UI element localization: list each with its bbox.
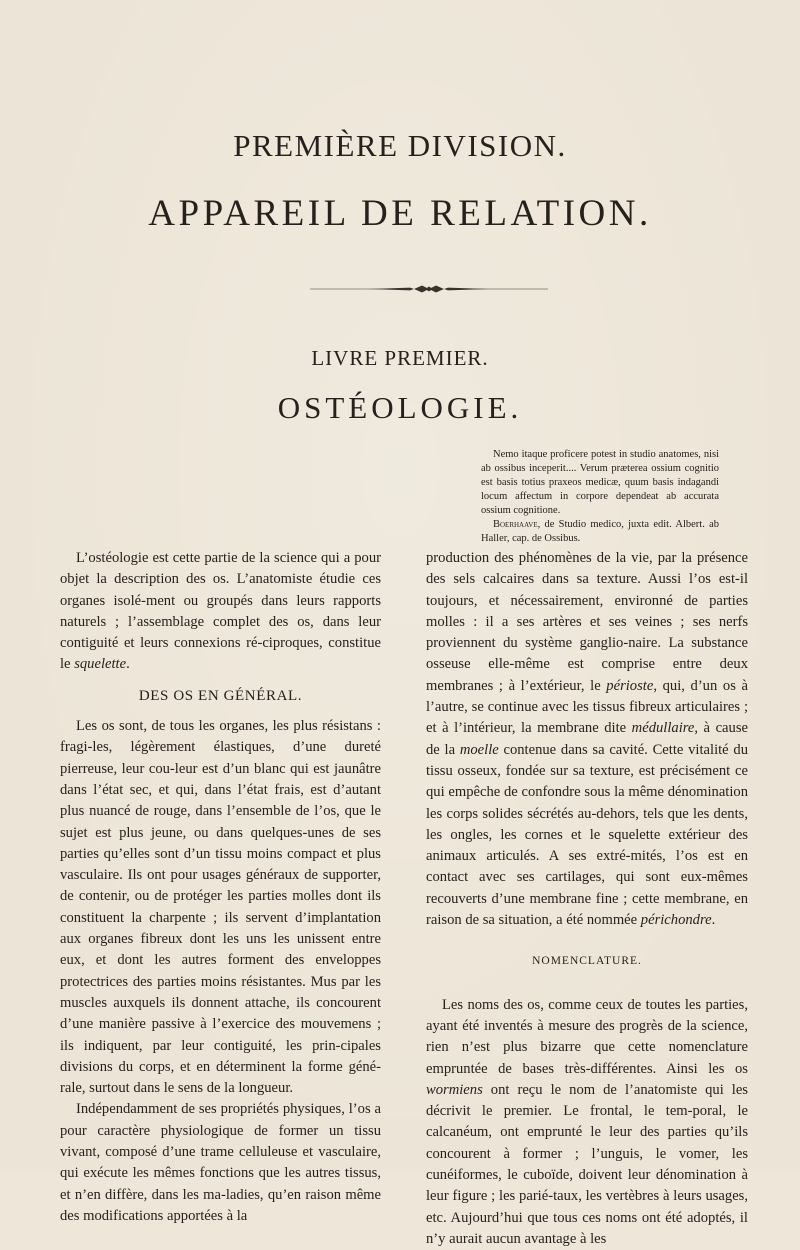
section-title: APPAREIL DE RELATION. bbox=[148, 193, 652, 234]
text-run: . bbox=[711, 912, 716, 929]
paragraph-nomenclature bbox=[426, 995, 748, 1250]
chapter-title: OSTÉOLOGIE. bbox=[277, 390, 523, 425]
division-title: PREMIÈRE DIVISION. bbox=[233, 128, 567, 163]
term-wormiens: wormiens bbox=[426, 1081, 483, 1098]
paragraph-continuation bbox=[426, 548, 748, 931]
section-heading-nomenclature: NOMENCLATURE. bbox=[532, 955, 642, 968]
epigraph-quote: Nemo itaque proficere potest in studio anatomes, nisi ab ossibus inceperit.... Verum præterea ossium cognitio est basis totius praxeos medicæ, quum basis indagandi locum affectum in corpore dependeat ab accurata ossium cognitione. bbox=[481, 449, 719, 516]
section-heading-os-general: DES OS EN GÉNÉRAL. bbox=[138, 687, 303, 704]
intro-emphasis: squelette bbox=[74, 656, 127, 673]
text-run: ont reçu le nom de l’anatomiste qui les décrivit le premier. Le frontal, le tem-poral, le calcanéum, ont emprunté le leur des parties qu’ils concourent à former ; l’unguis, le vomer, les cunéiformes, le cuboïde, doivent leur dénomination à leur figure ; les parié-taux, les vertèbres à leurs usages, etc. Aujourd’hui que tous ces noms ont été adoptés, il n’y aurait aucun avantage à les bbox=[426, 1081, 748, 1247]
term-perichondre: périchondre bbox=[640, 912, 712, 929]
epigraph-author: Boerhaave bbox=[493, 519, 538, 530]
text-run: production des phénomènes de la vie, par la présence des sels calcaires dans sa texture. Aussi l’os est-il toujours, et nécessairement, environné de parties molles : il a ses artères et ses veines ; ses nerfs proviennent du système ganglio-naire. La substance osseuse elle-même est comprise entre deux membranes ; à l’extérieur, le bbox=[426, 550, 748, 694]
text-run: , à cause de la bbox=[426, 720, 748, 758]
text-run: contenue dans sa cavité. Cette vitalité du tissu osseux, fondée sur sa texture, est précisément ce qui empêche de confondre sous la même dénomination les corps solides sécrétés au-dehors, tels que les dents, les ongles, les cornes et le squelette extérieur des animaux articulés. A ses extré-mités, l’os est en contact avec ses cartilages, qui sont eux-mêmes recouverts d’une membrane fine ; cette membrane, en raison de sa situation, a été nommée bbox=[426, 741, 748, 929]
ornament-divider bbox=[310, 284, 548, 294]
epigraph bbox=[481, 448, 719, 546]
intro-text: L’ostéologie est cette partie de la science qui a pour objet la description des os. L’anatomiste étudie ces organes isolé-ment ou groupés dans leurs rapports naturels ; l’assemblage complet des os, dans leur contiguité et leurs connexions ré-ciproques, constitue le bbox=[60, 550, 381, 673]
intro-end: . bbox=[126, 656, 130, 673]
book-title: LIVRE PREMIER. bbox=[311, 346, 489, 370]
term-perioste: périoste bbox=[606, 677, 654, 694]
left-column bbox=[60, 548, 381, 1227]
paragraph-os-general: Les os sont, de tous les organes, les plus résistans : fragi-les, légèrement élastiques, d’une dureté pierreuse, leur cou-leur est d’un blanc qui est jaunâtre dans l’état sec, et qui, dans l’état frais, est d’autant plus nuancé de rouge, dans l’ensemble de l’os, que le sujet est plus jeune, ou dans quelques-unes de ses parties qu’elles sont d’un tissu moins compact et plus vasculaire. Ils ont pour usages généraux de supporter, de contenir, ou de protéger les parties molles dont ils constituent la charpente ; ils servent d’implantation aux organes fibreux dont les uns les unissent entre eux, et dont les autres forment des enveloppes protectrices des parties moins résistantes. Mus par les muscles auxquels ils donnent attache, ils concourent d’une manière passive à l’exercice des mouvemens ; ils indiquent, par leur contiguité, les prin-cipales divisions du corps, et en déterminent la forme géné-rale, surtout dans le sens de la longueur. bbox=[60, 718, 381, 1097]
epigraph-source: , de Studio medico, juxta edit. Albert. ab Haller, cap. de Ossibus. bbox=[481, 519, 719, 544]
intro-paragraph bbox=[60, 548, 381, 676]
right-column bbox=[426, 548, 748, 1250]
term-moelle: moelle bbox=[459, 741, 499, 758]
text-run: Les noms des os, comme ceux de toutes les parties, ayant été inventés à mesure des progrès de la science, rien n’est plus bizarre que cette nomenclature empruntée de bases très-différentes. Ainsi les os bbox=[426, 996, 748, 1077]
epigraph-citation bbox=[481, 518, 719, 546]
term-medullaire: médullaire bbox=[631, 720, 695, 737]
paragraph-properties: Indépendamment de ses propriétés physiques, l’os a pour caractère physiologique de former un tissu vivant, composé d’une trame celluleuse et vasculaire, qui exécute les mêmes fonctions que les autres tissus, et n’en diffère, dans les ma-ladies, qu’en raison même des modifications apportées à la bbox=[60, 1101, 381, 1224]
text-run: , qui, d’un os à l’autre, se continue avec les tissus fibreux articulaires ; et à l’intérieur, la membrane dite bbox=[426, 677, 748, 737]
